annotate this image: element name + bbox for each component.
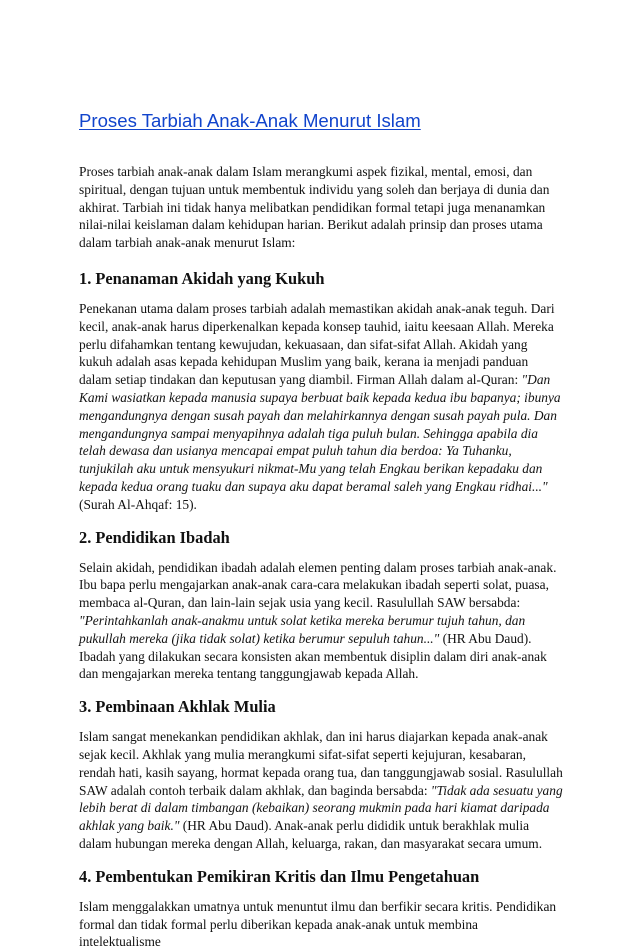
- section-3-paragraph: [79, 728, 563, 853]
- document-title-link[interactable]: Proses Tarbiah Anak-Anak Menurut Islam: [79, 110, 421, 131]
- section-3-heading: 3. Pembinaan Akhlak Mulia: [79, 697, 276, 717]
- section-4-heading: 4. Pembentukan Pemikiran Kritis dan Ilmu Pengetahuan: [79, 866, 480, 886]
- intro-paragraph: Proses tarbiah anak-anak dalam Islam merangkumi aspek fizikal, mental, emosi, dan spiritual, dengan tujuan untuk membentuk individu yang soleh dan berjaya di dunia dan akhirat. Tarbiah ini tidak hanya melibatkan pendidikan formal tetapi juga menanamkan nilai-nilai keislaman dalam kehidupan harian. Berikut adalah prinsip dan proses utama dalam tarbiah anak-anak menurut Islam:: [79, 164, 550, 251]
- section-2-quote: "Perintahkanlah anak-anakmu untuk solat ketika mereka berumur tujuh tahun, dan pukullah mereka (jika tidak solat) ketika berumur sepuluh tahun...": [79, 612, 526, 646]
- section-1-heading: 1. Penanaman Akidah yang Kukuh: [79, 268, 325, 288]
- section-3-text: Islam sangat menekankan pendidikan akhlak, dan ini harus diajarkan kepada anak-anak sejak kecil. Akhlak yang mulia merangkumi sifat-sifat seperti kejujuran, kesabaran, rendah hati, kasih sayang, hormat kepada orang tua, dan tanggungjawab sosial. Rasulullah SAW adalah contoh terbaik dalam akhlak, dan baginda bersabda:: [79, 729, 563, 798]
- section-4-paragraph: [79, 898, 563, 951]
- section-1-quote: "Dan Kami wasiatkan kepada manusia supaya berbuat baik kepada kedua ibu bapanya; ibunya mengandungnya dengan susah payah dan melahirkannya dengan susah payah pula. Dan mengandungnya sampai menyapihnya adalah tiga puluh bulan. Sehingga apabila dia telah dewasa dan usianya mencapai empat puluh tahun dia berdoa: Ya Tuhanku, tunjukilah aku untuk mensyukuri nikmat-Mu yang telah Engkau berikan kepadaku dan kepada kedua orang tuaku dan supaya aku dapat beramal saleh yang Engkau ridhai...": [79, 372, 561, 494]
- section-1-paragraph: [79, 300, 563, 514]
- document-page: [79, 109, 563, 951]
- section-4-text: Islam menggalakkan umatnya untuk menuntut ilmu dan berfikir secara kritis. Pendidikan formal dan tidak formal perlu diberikan kepada anak-anak untuk membina intelektualisme: [79, 898, 557, 950]
- section-3-citation: (HR Abu Daud). Anak-anak perlu dididik untuk berakhlak mulia dalam hubungan mereka dengan Allah, keluarga, rakan, dan masyarakat secara umum.: [79, 818, 543, 851]
- section-2-citation: (HR Abu Daud). Ibadah yang dilakukan secara konsisten akan membentuk disiplin dalam diri anak-anak dan mengajarkan mereka tentang tanggungjawab kepada Allah.: [79, 630, 547, 682]
- section-2-heading: 2. Pendidikan Ibadah: [79, 527, 230, 547]
- section-1-text: Penekanan utama dalam proses tarbiah adalah memastikan akidah anak-anak teguh. Dari kecil, anak-anak harus diperkenalkan kepada konsep tauhid, iaitu keesaan Allah. Mereka perlu difahamkan tentang kewujudan, kekuasaan, dan sifat-sifat Allah. Akidah yang kukuh adalah asas kepada kehidupan Muslim yang baik, kerana ia menjadi panduan dalam setiap tindakan dan keputusan yang diambil. Firman Allah dalam al-Quran:: [79, 300, 555, 388]
- section-2-paragraph: [79, 559, 563, 684]
- section-1-citation: (Surah Al-Ahqaf: 15).: [79, 496, 197, 512]
- section-3-quote: "Tidak ada sesuatu yang lebih berat di dalam timbangan (kebaikan) seorang mukmin pada hari kiamat daripada akhlak yang baik.": [79, 782, 563, 834]
- section-2-text: Selain akidah, pendidikan ibadah adalah elemen penting dalam proses tarbiah anak-anak. Ibu bapa perlu mengajarkan anak-anak cara-cara melakukan ibadah seperti solat, puasa, membaca al-Quran, dan lain-lain sejak usia yang kecil. Rasulullah SAW bersabda:: [79, 559, 557, 611]
